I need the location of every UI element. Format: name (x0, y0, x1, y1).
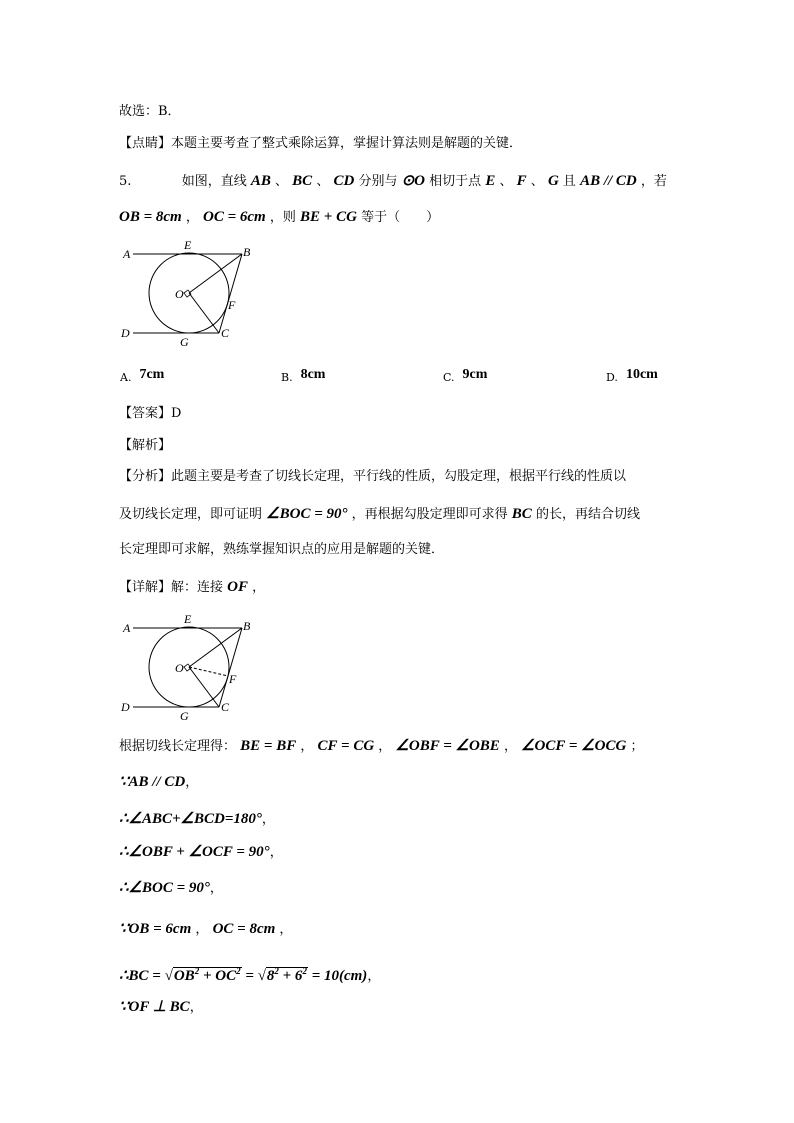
option-b[interactable]: B. 8cm (281, 367, 326, 384)
label-d: D (121, 326, 130, 340)
detail-figure (115, 610, 265, 722)
label-b: B (243, 619, 251, 633)
step-tangent-lengths: 根据切线长定理得： BE = BF ， CF = CG ， ∠OBF = ∠OBE ， ∠OCF = ∠OCG ； (119, 738, 644, 754)
option-a[interactable]: A. 7cm (120, 367, 165, 384)
answer-line: 【答案】D (119, 406, 182, 421)
step-perpendicular: ∵OF ⊥ BC， (119, 999, 203, 1015)
option-c[interactable]: C. 9cm (443, 367, 488, 384)
previous-answer: 故选：B． (119, 104, 181, 119)
label-o: O (175, 661, 184, 675)
label-e: E (184, 612, 192, 626)
question-line-1: 5. 如图，直线 AB 、 BC 、 CD 分别与 ⊙O 相切于点 E 、 F 、 G 且 AB // CD ，若 (119, 173, 667, 189)
question-line-2: OB = 8cm ， OC = 6cm ，则 BE + CG 等于（ ） (119, 209, 440, 225)
label-g: G (180, 335, 189, 348)
step-lengths: ∵OB = 6cm ， OC = 8cm ， (119, 921, 293, 937)
step-parallel: ∵AB // CD， (119, 774, 199, 790)
label-e: E (184, 238, 192, 252)
label-d: D (121, 700, 130, 714)
label-c: C (221, 326, 230, 340)
step-pythagoras: ∴BC = $√OB^2 + OC^2 = √8^2 + 6^2 = 10(cm)$， (119, 966, 381, 984)
step-right-angle: ∴∠BOC = 90°， (119, 880, 223, 896)
label-f: F (229, 672, 237, 686)
analysis-line-1: 【分析】此题主要是考查了切线长定理，平行线的性质，勾股定理，根据平行线的性质以 (119, 469, 627, 484)
label-g: G (180, 709, 189, 722)
label-c: C (221, 700, 230, 714)
analysis-heading: 【解析】 (119, 438, 172, 453)
option-d[interactable]: D. 10cm (606, 367, 658, 384)
label-a: A (123, 621, 131, 635)
detail-line: 【详解】解：连接 OF ， (119, 579, 266, 595)
analysis-line-3: 长定理即可求解，熟练掌握知识点的应用是解题的关键． (119, 542, 445, 557)
question-figure (115, 236, 265, 348)
label-o: O (175, 287, 184, 301)
label-f: F (228, 298, 236, 312)
analysis-line-2: 及切线长定理，即可证明 ∠BOC = 90° ，再根据勾股定理即可求得 BC 的长，再结合切线 (119, 506, 640, 522)
step-supplementary: ∴∠ABC+∠BCD=180°， (119, 811, 275, 827)
question-number: 5. (119, 174, 132, 189)
step-angle-sum: ∴∠OBF + ∠OCF = 90°， (119, 844, 283, 860)
label-b: B (243, 245, 251, 259)
previous-note: 【点睛】本题主要考查了整式乘除运算，掌握计算法则是解题的关键． (119, 136, 523, 151)
label-a: A (123, 247, 131, 261)
